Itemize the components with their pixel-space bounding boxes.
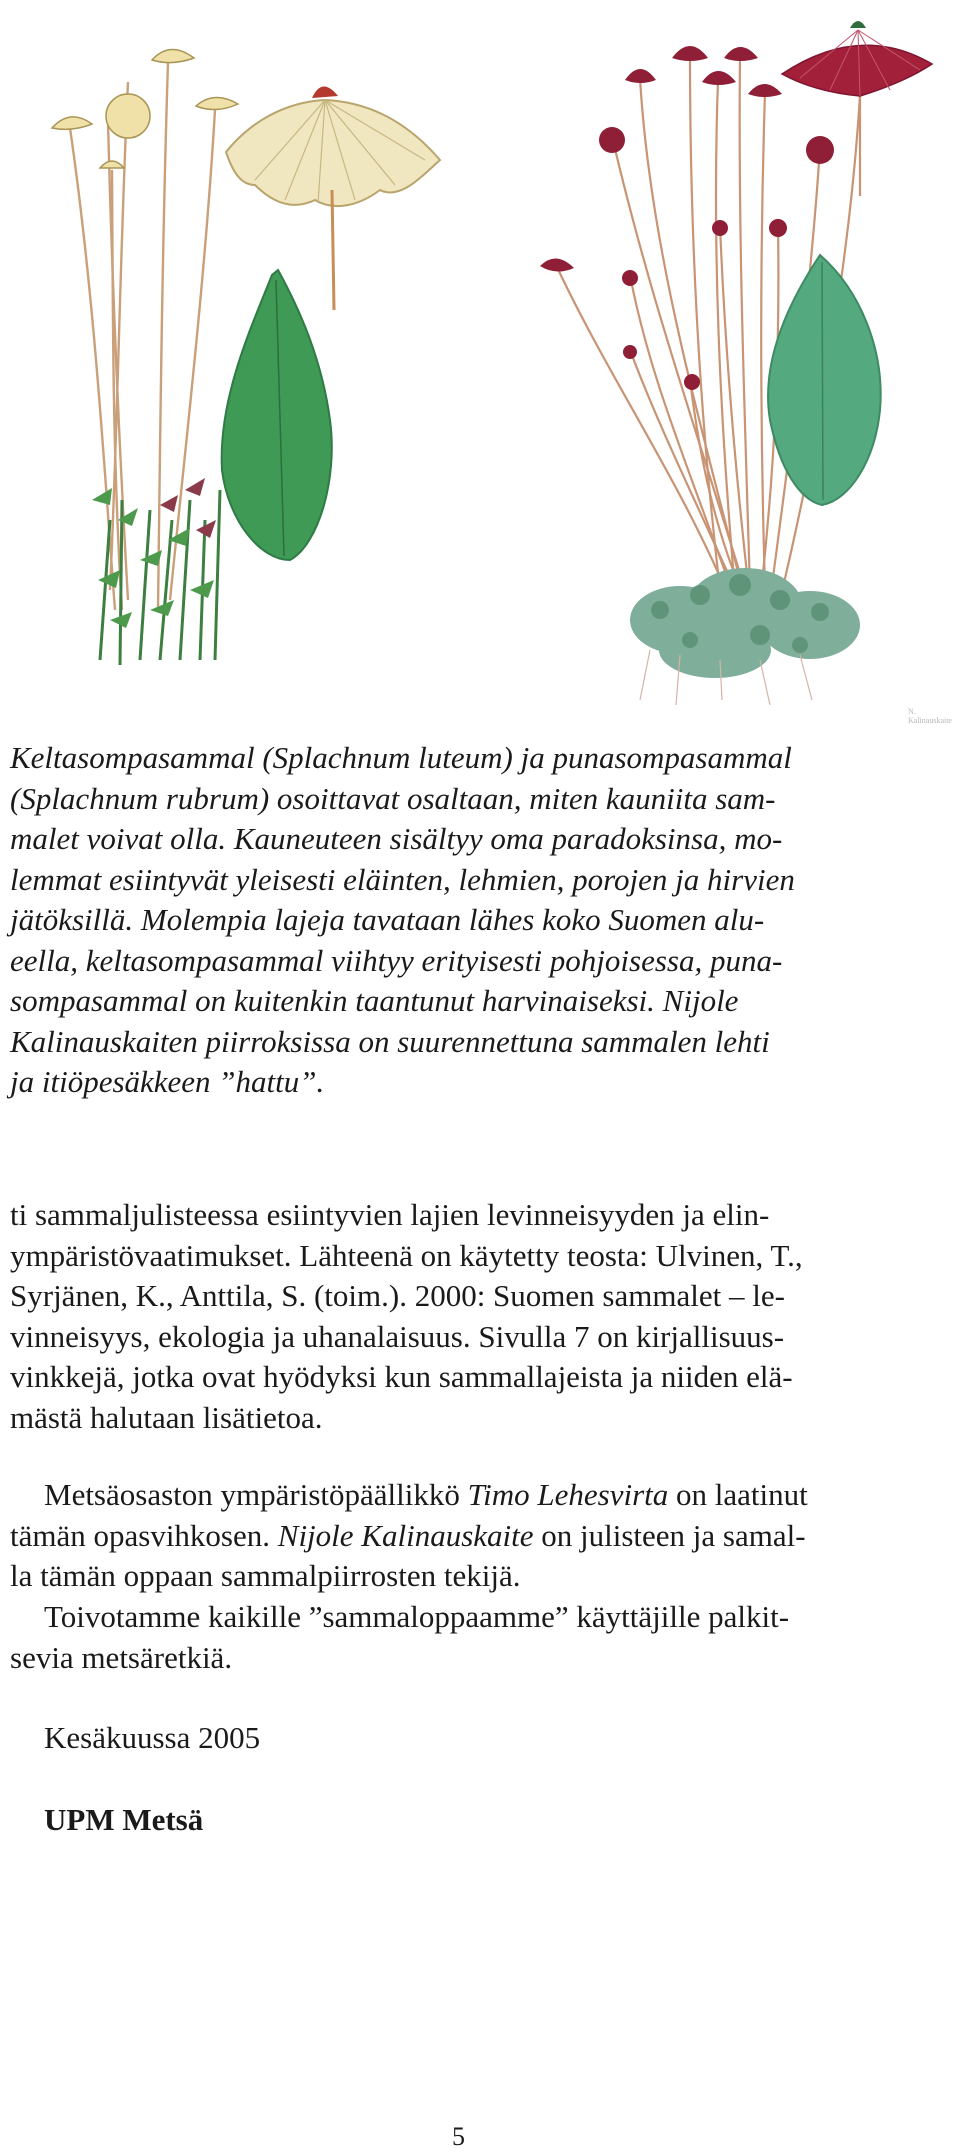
red-moss-drawing <box>540 21 932 705</box>
moss-illustration <box>0 0 960 725</box>
figure-caption <box>10 738 940 1103</box>
caption-line: Kalinauskaiten piirroksissa on suurennettuna sammalen lehti <box>10 1023 770 1059</box>
paragraph-line: Toivotamme kaikille ”sammaloppaamme” käyttäjille palkit- <box>44 1599 790 1634</box>
page-number: 5 <box>452 2122 465 2151</box>
wishes-paragraph <box>10 1597 940 1678</box>
caption-line: Keltasompasammal (Splachnum luteum) ja punasompasammal <box>10 740 792 775</box>
caption-line: malet voivat olla. Kauneuteen sisältyy oma paradoksinsa, mo- <box>10 821 783 856</box>
paragraph-line: vinkkejä, jotka ovat hyödyksi kun sammallajeista ja niiden elä- <box>10 1359 793 1394</box>
caption-line: jätöksillä. Molempia lajeja tavataan lähes koko Suomen alu- <box>10 902 765 937</box>
paragraph-line: Syrjänen, K., Anttila, S. (toim.). 2000: Suomen sammalet – le- <box>10 1278 785 1313</box>
authors-paragraph <box>10 1475 940 1597</box>
paragraph-line: la tämän oppaan sammalpiirrosten tekijä. <box>10 1558 521 1593</box>
moss-drawing <box>0 0 960 720</box>
caption-line: eella, keltasompasammal viihtyy erityisesti pohjoisessa, puna- <box>10 942 783 978</box>
line-text: tämän opasvihkosen. <box>10 1517 278 1553</box>
paragraph-line <box>10 1516 940 1557</box>
signature: UPM Metsä <box>44 1802 204 1837</box>
paragraph-line: vinneisyys, ekologia ja uhanalaisuus. Sivulla 7 on kirjallisuus- <box>10 1318 785 1354</box>
paragraph-line: sevia metsäretkiä. <box>10 1639 233 1675</box>
line-text: Metsäosaston ympäristöpäällikkö <box>44 1477 468 1512</box>
caption-line: (Splachnum rubrum) osoittavat osaltaan, miten kauniita sam- <box>10 780 776 816</box>
caption-line: ja itiöpesäkkeen ”hattu”. <box>10 1064 325 1099</box>
yellow-moss-drawing <box>52 49 440 665</box>
paragraph-line: ympäristövaatimukset. Lähteenä on käytetty teosta: Ulvinen, T., <box>10 1237 803 1273</box>
author-name: Timo Lehesvirta <box>467 1477 669 1512</box>
artist-signature: N. Kalinauskaite <box>908 707 952 725</box>
caption-line: sompasammal on kuitenkin taantunut harvinaiseksi. Nijole <box>10 983 739 1018</box>
paragraph-line <box>10 1475 940 1516</box>
line-text: on julisteen ja samal- <box>533 1517 806 1553</box>
paragraph-line: mästä halutaan lisätietoa. <box>10 1399 323 1435</box>
intro-paragraph <box>10 1195 940 1438</box>
date-line: Kesäkuussa 2005 <box>44 1720 261 1755</box>
paragraph-line: ti sammaljulisteessa esiintyvien lajien levinneisyyden ja elin- <box>10 1197 770 1232</box>
caption-line: lemmat esiintyvät yleisesti eläinten, lehmien, porojen ja hirvien <box>10 861 795 897</box>
line-text: on laatinut <box>668 1477 808 1512</box>
artist-name: Nijole Kalinauskaite <box>277 1517 534 1553</box>
